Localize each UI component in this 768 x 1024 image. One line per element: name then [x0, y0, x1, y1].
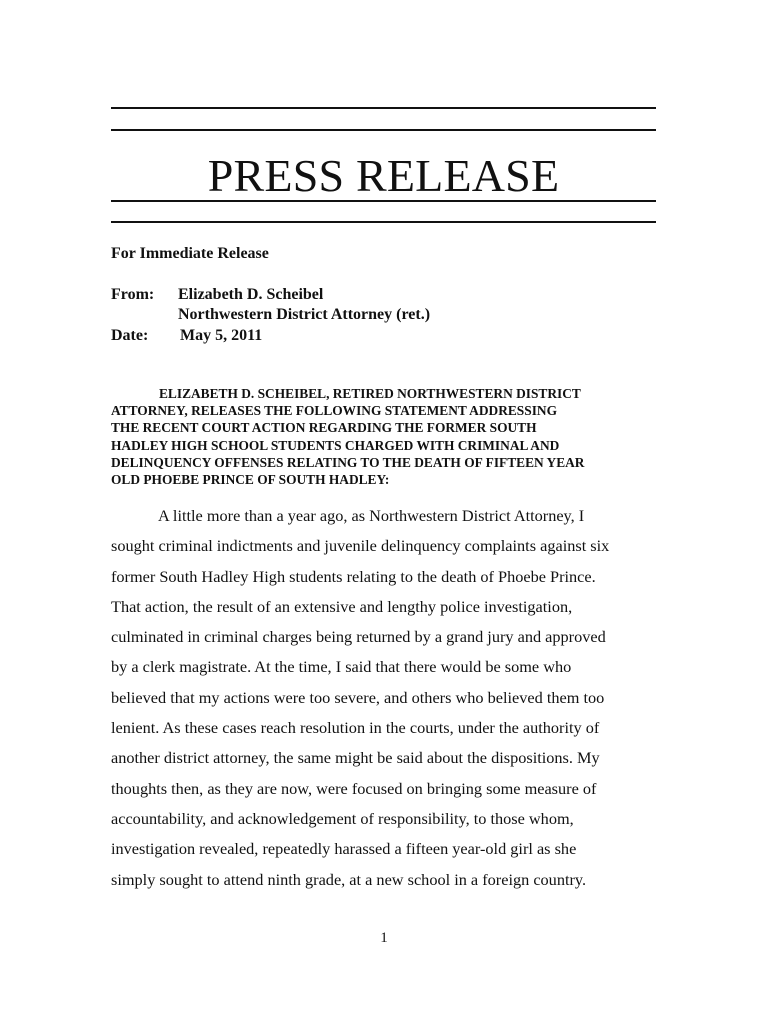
body-line: simply sought to attend ninth grade, at a new school in a foreign country. — [111, 869, 587, 889]
body-line: A little more than a year ago, as Northwestern District Attorney, I — [158, 506, 585, 525]
body-paragraph — [111, 503, 659, 897]
headline-line: DELINQUENCY OFFENSES RELATING TO THE DEATH OF FIFTEEN YEAR — [111, 454, 585, 470]
body-line: culminated in criminal charges being returned by a grand jury and approved — [111, 627, 606, 647]
from-label: From: — [111, 286, 155, 303]
body-line: investigation revealed, repeatedly harassed a fifteen year-old girl as she — [111, 839, 577, 859]
from-title: Northwestern District Attorney (ret.) — [178, 306, 431, 323]
body-line: by a clerk magistrate. At the time, I said that there would be some who — [111, 657, 572, 677]
bottom-rule-1 — [111, 200, 656, 202]
body-line: another district attorney, the same might be said about the dispositions. My — [111, 748, 600, 768]
body-line: lenient. As these cases reach resolution in the courts, under the authority of — [111, 718, 600, 738]
top-rule-2 — [111, 129, 656, 131]
headline-block — [111, 385, 659, 488]
body-line: thoughts then, as they are now, were focused on bringing some measure of — [111, 778, 597, 798]
top-rule-1 — [111, 107, 656, 109]
page-title: PRESS RELEASE — [207, 150, 560, 201]
body-line: believed that my actions were too severe, and others who believed them too — [111, 687, 605, 707]
headline-line: ATTORNEY, RELEASES THE FOLLOWING STATEMENT ADDRESSING — [111, 403, 557, 419]
date-value: May 5, 2011 — [180, 327, 263, 344]
bottom-rule-2 — [111, 221, 656, 223]
release-note: For Immediate Release — [111, 245, 269, 262]
body-line: That action, the result of an extensive and lengthy police investigation, — [111, 596, 573, 616]
body-line: sought criminal indictments and juvenile delinquency complaints against six — [111, 536, 610, 556]
date-label: Date: — [111, 327, 149, 344]
headline-line: ELIZABETH D. SCHEIBEL, RETIRED NORTHWESTERN DISTRICT — [159, 386, 581, 401]
headline-line: HADLEY HIGH SCHOOL STUDENTS CHARGED WITH CRIMINAL AND — [111, 437, 560, 453]
page-number: 1 — [380, 930, 388, 946]
from-name: Elizabeth D. Scheibel — [178, 286, 324, 303]
headline-line: OLD PHOEBE PRINCE OF SOUTH HADLEY: — [111, 472, 390, 488]
body-line: accountability, and acknowledgement of responsibility, to those whom, — [111, 808, 574, 828]
body-line: former South Hadley High students relating to the death of Phoebe Prince. — [111, 566, 596, 586]
headline-line: THE RECENT COURT ACTION REGARDING THE FORMER SOUTH — [111, 420, 537, 436]
